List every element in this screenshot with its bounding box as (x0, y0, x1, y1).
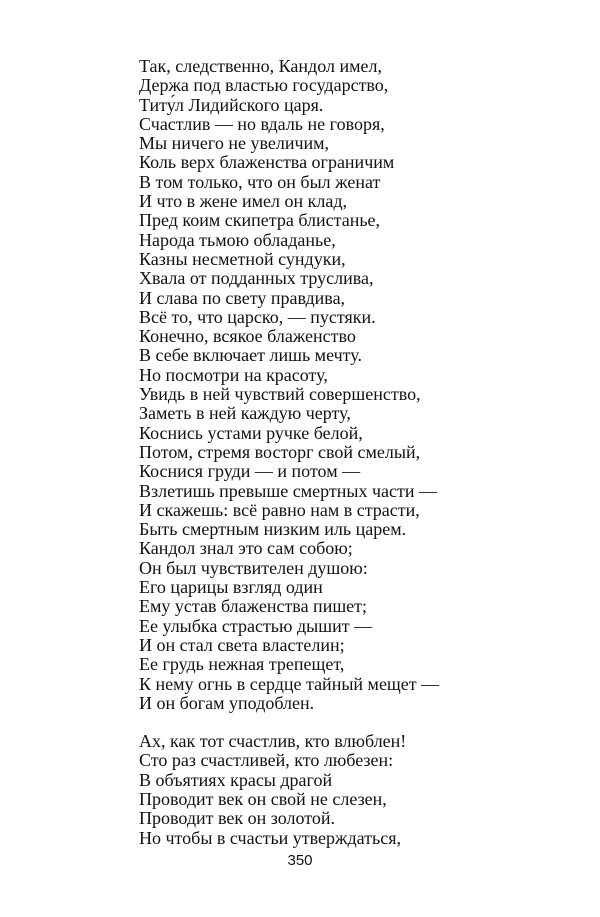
poem-line: Взлетишь превыше смертных части — (139, 480, 437, 501)
poem-line: Проводит век он свой не слезен, (139, 788, 387, 809)
poem-line: В себе включает лишь мечту. (139, 345, 362, 366)
poem-line: Коль верх блаженства ограничим (139, 152, 395, 173)
poem-line: Ее улыбка страстью дышит — (139, 615, 373, 636)
poem-line: Заметь в ней каждую черту, (139, 403, 351, 424)
poem-line: Его царицы взгляд один (139, 577, 323, 598)
poem-line: И он богам уподоблен. (139, 692, 315, 713)
poem-line: К нему огнь в сердце тайный мещет — (139, 673, 440, 694)
poem-line: Так, следственно, Кандол имел, (139, 56, 382, 76)
poem-line: Кандол знал это сам собою; (139, 538, 353, 559)
poem-line: Держа под властью государство, (139, 75, 389, 96)
poem-line: Хвала от подданных труслива, (139, 268, 374, 289)
poem-line: Коснися груди — и потом — (139, 461, 361, 482)
poem-line: Ему устав блаженства пишет; (139, 596, 368, 617)
poem-line: Титу́л Лидийского царя. (139, 94, 324, 115)
poem-line: В объятиях красы драгой (139, 769, 333, 790)
poem-line: В том только, что он был женат (139, 171, 381, 192)
poem-line: И он стал света властелин; (139, 634, 345, 655)
poem-line: И слава по свету правдива, (139, 287, 346, 308)
page-number: 350 (287, 852, 313, 869)
poem-line: Ее грудь нежная трепещет, (139, 654, 345, 675)
poem-line: Но посмотри на красоту, (139, 364, 328, 385)
poem-line: Коснись устами ручке белой, (139, 422, 363, 443)
poem-line: Пред коим скипетра блистанье, (139, 210, 381, 231)
poem-line: Ах, как тот счастлив, кто влюблен! (139, 731, 407, 752)
poem-line: И скажешь: всё равно нам в страсти, (139, 499, 420, 520)
poem-line: Всё то, что царско, — пустяки. (139, 306, 376, 327)
poem-line: Сто раз счастливей, кто любезен: (139, 750, 394, 771)
poem-line: Быть смертным низким иль царем. (139, 519, 407, 540)
poem-text (139, 57, 469, 848)
poem-line: Счастлив — но вдаль не говоря, (139, 113, 385, 134)
poem-line: Проводит век он золотой. (139, 808, 336, 829)
stanza-1 (139, 57, 469, 713)
poem-line: Конечно, всякое блаженство (139, 326, 356, 347)
poem-line: Казны несметной сундуки, (139, 248, 346, 269)
poem-line: И что в жене имел он клад, (139, 191, 347, 212)
poem-line: Народа тьмою обладанье, (139, 229, 336, 250)
poem-line: Он был чувствителен душою: (139, 557, 368, 578)
poem-line: Увидь в ней чувствий совершенство, (139, 384, 421, 405)
poem-line: Мы ничего не увеличим, (139, 133, 330, 154)
poem-line: Потом, стремя восторг свой смелый, (139, 441, 421, 462)
poem-line: Но чтобы в счастьи утверждаться, (139, 827, 402, 848)
stanza-2 (139, 732, 469, 848)
